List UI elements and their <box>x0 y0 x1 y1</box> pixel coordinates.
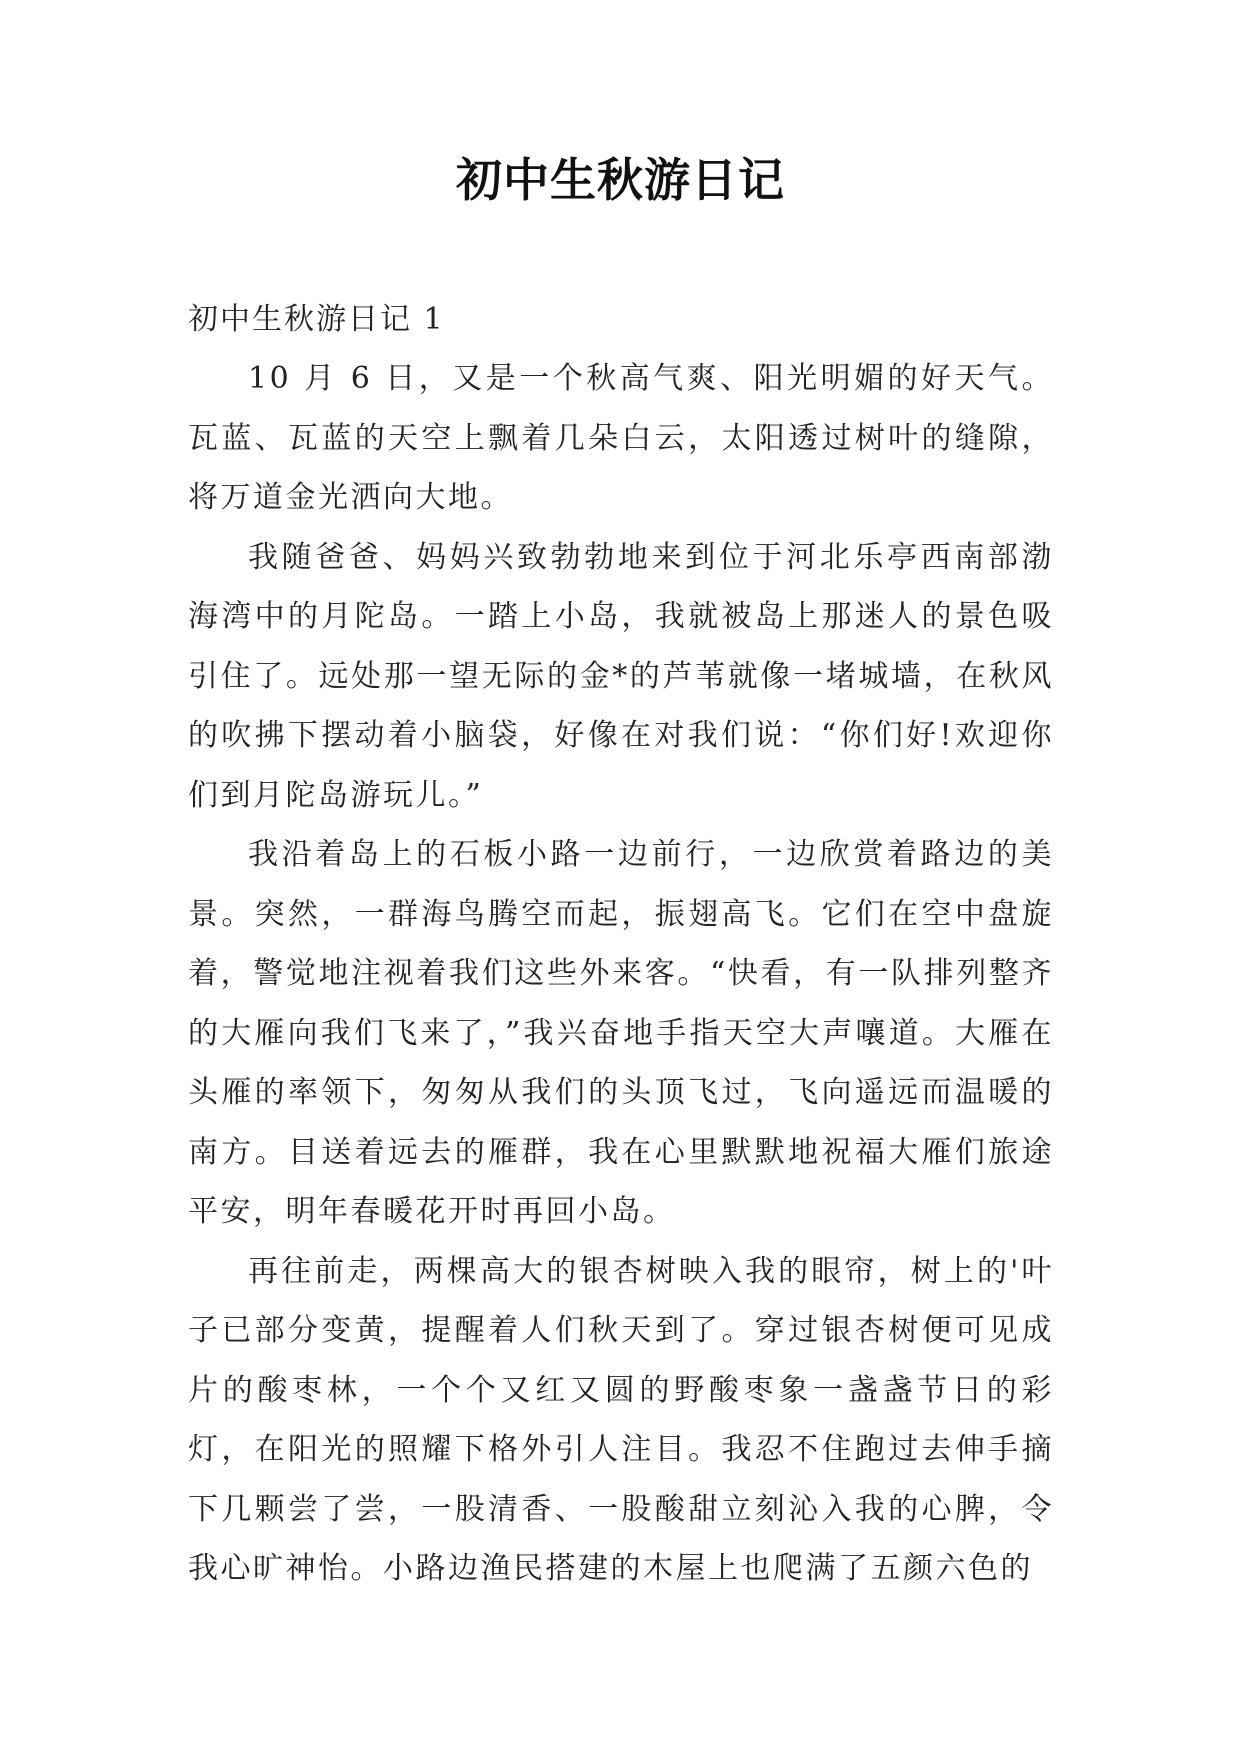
section-heading: 初中生秋游日记 1 <box>188 302 445 337</box>
paragraph-2: 我随爸爸、妈妈兴致勃勃地来到位于河北乐亭西南部渤海湾中的月陀岛。一踏上小岛，我就被岛上那迷人的景色吸引住了。远处那一望无际的金*的芦苇就像一堵城墙，在秋风的吹拂下摆动着小脑袋，好像在对我们说：“你们好!欢迎你们到月陀岛游玩儿。” <box>188 539 1054 813</box>
document-title: 初中生秋游日记 <box>456 153 785 207</box>
document-body <box>188 290 1054 1599</box>
paragraph-4: 再往前走，两棵高大的银杏树映入我的眼帘，树上的'叶子已部分变黄，提醒着人们秋天到了。穿过银杏树便可见成片的酸枣林，一个个又红又圆的野酸枣象一盏盏节日的彩灯，在阳光的照耀下格外引人注目。我忍不住跑过去伸手摘下几颗尝了尝，一股清香、一股酸甜立刻沁入我的心脾，令我心旷神怡。小路边渔民搭建的木屋上也爬满了五颜六色的 <box>188 1253 1054 1586</box>
paragraph-3: 我沿着岛上的石板小路一边前行，一边欣赏着路边的美景。突然，一群海鸟腾空而起，振翅高飞。它们在空中盘旋着，警觉地注视着我们这些外来客。“快看，有一队排列整齐的大雁向我们飞来了，”我兴奋地手指天空大声嚷道。大雁在头雁的率领下，匆匆从我们的头顶飞过，飞向遥远而温暖的南方。目送着远去的雁群，我在心里默默地祝福大雁们旅途平安，明年春暖花开时再回小岛。 <box>188 837 1054 1229</box>
paragraph-1: 10 月 6 日，又是一个秋高气爽、阳光明媚的好天气。瓦蓝、瓦蓝的天空上飘着几朵白云，太阳透过树叶的缝隙，将万道金光洒向大地。 <box>188 361 1054 515</box>
